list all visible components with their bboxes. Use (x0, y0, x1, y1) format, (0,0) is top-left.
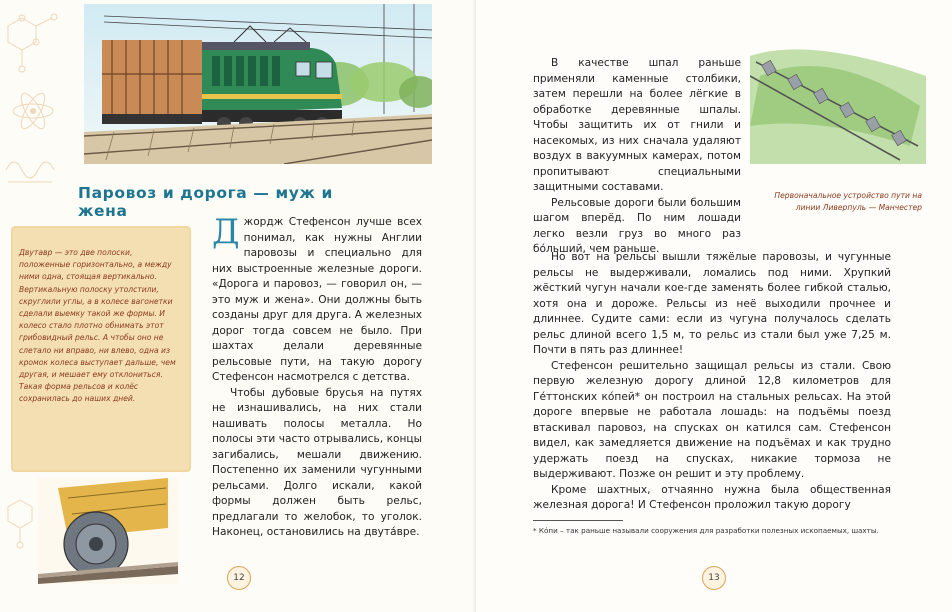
formula-doodle-icon (2, 150, 62, 190)
right-paragraph-4: Стефенсон решительно защищал рельсы из стали. Свою первую железную дорогу длиной 12,8 километров для Ге́ттонских ко́пей* он построил на стальных рельсах. На этой дороге впервые не работала лошадь: на подъёмы поезд втаскивал паровоз, на спусках он катился сам. Стефенсон видел, как замедляется движение на подъёмах и как трудно удержать поезд на спусках, никакие тормоза не выдерживают. Позже он решит и эту проблему. (533, 359, 891, 480)
right-paragraph-3: Но вот на рельсы вышли тяжёлые паровозы, и чугунные рельсы не выдерживали, ломались под ними. Хрупкий жёсткий чугун начали кое-где заменять более гибкой сталью, хотя она и дороже. Рельсы из неё выходили прочнее и длиннее. Судите сами: если из чугуна получалось сделать рельс длиной всего 1,5 м, то рельс из стали был уже 7,25 м. Почти в пять раз длиннее! (533, 251, 891, 356)
sidebar-note-text: Двутавр — это две полоски, положенные горизонтально, а между ними одна, стоящая вертикально. Вертикальную полоску утолстили, скруглили углы, а в колесе вагонетки сделали выемку такой же формы. И колесо стало плотно обнимать этот грибовидный рельс. А чтобы оно не слетало ни вправо, ни влево, одна из кромок колеса выступает дальше, чем другая, и мешает ему отклониться. Такая форма рельсов и колёс сохранилась до наших дней. (19, 248, 176, 404)
wheel-on-rail-illustration (38, 478, 178, 584)
right-paragraph-1: В качестве шпал раньше применяли каменные столбики, затем перешли на более лёгкие в обработке деревянные шпалы. Чтобы защитить их от гнили и насекомых, из них сначала удаляют воздух в вакуумных камерах, потом пропитывают специальными защитными составами. (533, 57, 741, 193)
page-number-right: 13 (702, 566, 726, 590)
electric-locomotive-illustration (84, 4, 432, 164)
right-paragraph-5: Кроме шахтных, отчаянно нужна была общественная железная дорога! И Стефенсон проложил такую дорогу (533, 483, 891, 511)
footnote: * Ко́пи – так раньше называли сооружения для разработки полезных ископаемых, шахты. (533, 526, 879, 535)
left-paragraph-1 (212, 212, 422, 386)
molecule-doodle-icon-bottom (2, 490, 42, 550)
molecule-doodle-icon (2, 8, 62, 78)
right-page (476, 0, 952, 612)
right-wide-text (533, 250, 891, 514)
chapter-title: Паровоз и дорога — муж и жена (78, 184, 333, 220)
page-number-left: 12 (227, 566, 251, 590)
left-paragraph-1-text: жордж Стефенсон лучше всех понимал, как нужны Англии паровозы и специально для них выстроенные железные дороги. «Дорога и паровоз, — говорил он, — это муж и жена». Они должны быть созданы друг для друга. А железных дорог тогда совсем не было. При шахтах делали деревянные рельсовые пути, на такую дорогу Стефенсон насмотрелся с детства. (212, 216, 422, 383)
illustration-caption: Первоначальное устройство пути на линии Ливерпуль — Манчестер (774, 191, 922, 212)
right-narrow-text (533, 56, 741, 258)
left-main-text (212, 212, 422, 541)
drop-cap: Д (212, 212, 240, 252)
right-paragraph-2: Рельсовые дороги были большим шагом вперёд. По ним лошади легко везли груз во много раз бо́льший, чем раньше. (533, 196, 741, 255)
footnote-divider (533, 520, 623, 521)
left-paragraph-2: Чтобы дубовые брусья на путях не изнашивались, на них стали нашивать полосы металла. Но полосы эти часто отрывались, концы загибались, мешали движению. Постепенно их заменили чугунными рельсами. Долго искали, какой формы должен быть рельс, предлагали то желобок, то уголок. Наконец, остановились на двута́вре. (212, 386, 422, 538)
atom-doodle-icon (8, 86, 58, 136)
early-track-sleepers-illustration (750, 36, 926, 164)
